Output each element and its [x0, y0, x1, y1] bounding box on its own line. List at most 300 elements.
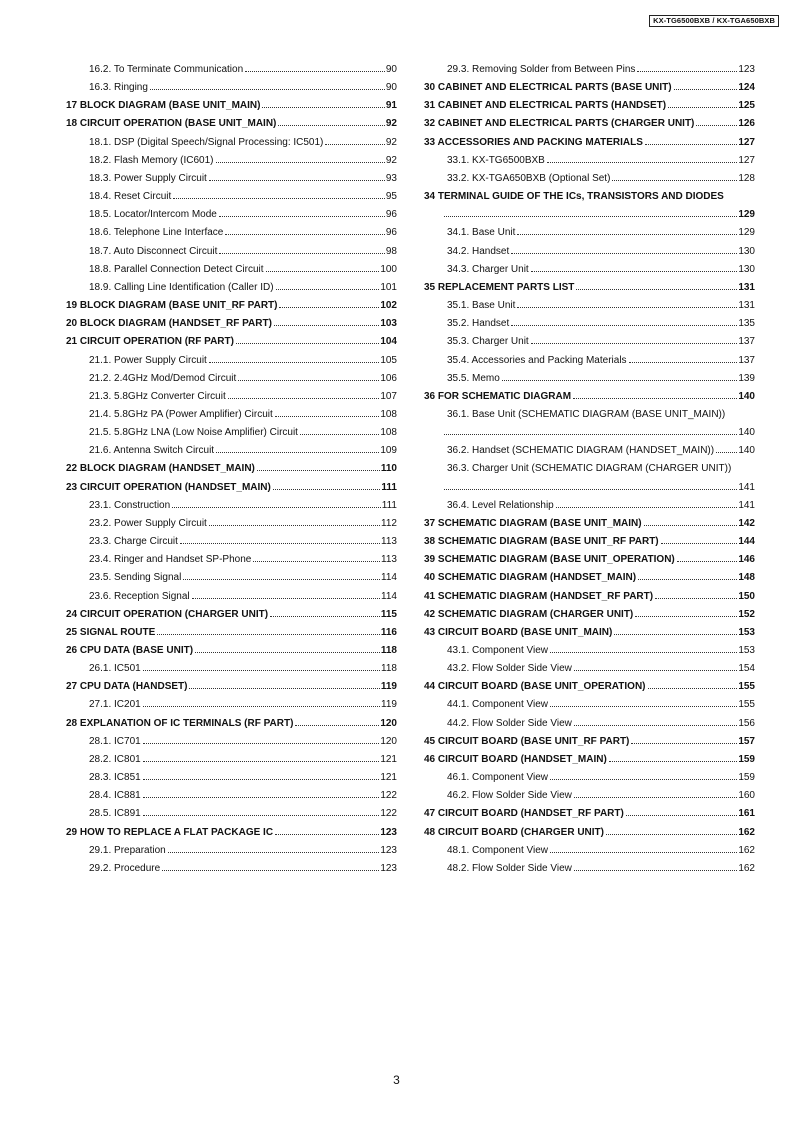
- dot-leader: [668, 107, 737, 108]
- toc-entry-title: 37 SCHEMATIC DIAGRAM (BASE UNIT_MAIN): [424, 517, 642, 529]
- toc-entry-title: 48.2. Flow Solder Side View: [447, 862, 572, 874]
- toc-entry-title: 38 SCHEMATIC DIAGRAM (BASE UNIT_RF PART): [424, 536, 659, 548]
- toc-entry-title: 43.2. Flow Solder Side View: [447, 663, 572, 675]
- dot-leader: [517, 307, 737, 308]
- toc-entry-title: 23 CIRCUIT OPERATION (HANDSET_MAIN): [66, 481, 271, 493]
- toc-entry-page: 110: [380, 463, 397, 475]
- toc-entry-page: 124: [738, 82, 755, 94]
- dot-leader: [219, 253, 384, 254]
- toc-entry[interactable]: [66, 460, 397, 478]
- toc-entry-title: 35.3. Charger Unit: [447, 336, 529, 348]
- toc-entry-title: 35.2. Handset: [447, 318, 510, 330]
- toc-entry-title: 48.1. Component View: [447, 844, 548, 856]
- toc-entry-title: 34.1. Base Unit: [447, 227, 516, 239]
- toc-entry[interactable]: [424, 751, 755, 769]
- dot-leader: [143, 815, 380, 816]
- dot-leader: [270, 616, 380, 617]
- model-header-label: KX-TG6500BXB / KX-TGA650BXB: [649, 15, 779, 27]
- dot-leader: [236, 343, 379, 344]
- toc-entry-title: 44 CIRCUIT BOARD (BASE UNIT_OPERATION): [424, 681, 646, 693]
- toc-entry-page: 109: [380, 445, 397, 457]
- toc-entry-page: 105: [380, 354, 397, 366]
- toc-entry-page: 111: [381, 499, 397, 511]
- toc-entry-title: 36.2. Handset (SCHEMATIC DIAGRAM (HANDSET_MAIN)): [447, 445, 715, 457]
- dot-leader: [173, 198, 385, 199]
- toc-entry[interactable]: [424, 824, 755, 842]
- toc-entry-page: 119: [381, 699, 397, 711]
- toc-entry-title: 45 CIRCUIT BOARD (BASE UNIT_RF PART): [424, 735, 630, 747]
- toc-entry-title: 21 CIRCUIT OPERATION (RF PART): [66, 336, 234, 348]
- toc-entry[interactable]: [424, 588, 755, 606]
- dot-leader: [276, 289, 380, 290]
- toc-entry[interactable]: [66, 606, 397, 624]
- toc-entry-title: 21.3. 5.8GHz Converter Circuit: [89, 390, 226, 402]
- toc-entry-page: 116: [380, 626, 397, 638]
- toc-entry-title: 29 HOW TO REPLACE A FLAT PACKAGE IC: [66, 826, 274, 838]
- toc-entry-title: 28.2. IC801: [89, 753, 141, 765]
- toc-entry[interactable]: [424, 569, 755, 587]
- toc-entry[interactable]: [424, 206, 755, 224]
- toc-left-column: [66, 61, 397, 878]
- toc-entry-title: 18.9. Calling Line Identification (Caller ID): [89, 281, 274, 293]
- toc-entry-title: 31 CABINET AND ELECTRICAL PARTS (HANDSET): [424, 100, 667, 112]
- toc-entry-page: 131: [738, 300, 755, 312]
- toc-entry-page: 121: [380, 753, 397, 765]
- toc-entry[interactable]: [424, 515, 755, 533]
- dot-leader: [253, 561, 380, 562]
- toc-entry[interactable]: [424, 61, 755, 79]
- toc-entry-title: 24 CIRCUIT OPERATION (CHARGER UNIT): [66, 608, 269, 620]
- toc-entry-page: 100: [380, 263, 397, 275]
- dot-leader: [273, 489, 381, 490]
- dot-leader: [629, 362, 738, 363]
- toc-entry-page: 146: [738, 554, 755, 566]
- toc-entry-title: 18.6. Telephone Line Interface: [89, 227, 224, 239]
- toc-entry-title: 18.4. Reset Circuit: [89, 191, 172, 203]
- toc-entry[interactable]: [66, 79, 397, 97]
- toc-entry[interactable]: [66, 315, 397, 333]
- toc-entry-page: 111: [381, 481, 397, 493]
- toc-entry[interactable]: [66, 170, 397, 188]
- toc-entry-page: 123: [380, 844, 397, 856]
- toc-entry-title: 34.2. Handset: [447, 245, 510, 257]
- dot-leader: [626, 815, 737, 816]
- toc-entry[interactable]: [424, 261, 755, 279]
- toc-entry-title: 21.2. 2.4GHz Mod/Demod Circuit: [89, 372, 237, 384]
- toc-entry-page: 96: [385, 209, 397, 221]
- toc-entry-page: 161: [738, 808, 755, 820]
- dot-leader: [655, 598, 737, 599]
- toc-entry[interactable]: [66, 497, 397, 515]
- toc-entry-title: 35 REPLACEMENT PARTS LIST: [424, 281, 575, 293]
- toc-entry-page: 159: [738, 772, 755, 784]
- dot-leader: [183, 579, 380, 580]
- toc-entry-page: 157: [738, 735, 755, 747]
- toc-entry[interactable]: [66, 206, 397, 224]
- toc-entry-title: 23.2. Power Supply Circuit: [89, 517, 207, 529]
- toc-entry-title: 18.8. Parallel Connection Detect Circuit: [89, 263, 264, 275]
- toc-entry[interactable]: [424, 333, 755, 351]
- toc-entry-title: 46.1. Component View: [447, 772, 548, 784]
- dot-leader: [225, 234, 385, 235]
- dot-leader: [511, 253, 737, 254]
- dot-leader: [209, 525, 380, 526]
- toc-entry-title: 43 CIRCUIT BOARD (BASE UNIT_MAIN): [424, 626, 613, 638]
- dot-leader: [612, 180, 737, 181]
- toc-entry[interactable]: [424, 660, 755, 678]
- toc-entry-page: 90: [385, 64, 397, 75]
- toc-entry[interactable]: [66, 261, 397, 279]
- toc-entry[interactable]: [424, 224, 755, 242]
- dot-leader: [189, 688, 379, 689]
- toc-entry-title: 33.2. KX-TGA650BXB (Optional Set): [447, 172, 611, 184]
- dot-leader: [677, 561, 738, 562]
- toc-entry[interactable]: [424, 769, 755, 787]
- dot-leader: [238, 380, 379, 381]
- toc-entry[interactable]: [424, 352, 755, 370]
- dot-leader: [143, 670, 380, 671]
- toc-entry-title: 28.4. IC881: [89, 790, 141, 802]
- toc-entry-page: 92: [385, 136, 397, 148]
- toc-entry-page: 160: [738, 790, 755, 802]
- dot-leader: [180, 543, 380, 544]
- toc-entry-page: 131: [738, 281, 755, 293]
- toc-entry-title: 39 SCHEMATIC DIAGRAM (BASE UNIT_OPERATION): [424, 554, 675, 566]
- dot-leader: [644, 525, 738, 526]
- toc-entry[interactable]: [66, 860, 397, 878]
- toc-entry-title: 46 CIRCUIT BOARD (HANDSET_MAIN): [424, 753, 607, 765]
- toc-entry[interactable]: [66, 97, 397, 115]
- toc-entry-page: 153: [738, 645, 755, 656]
- dot-leader: [645, 144, 737, 145]
- dot-leader: [295, 725, 379, 726]
- dot-leader: [143, 706, 380, 707]
- toc-entry[interactable]: [424, 787, 755, 805]
- toc-entry-page: 127: [738, 136, 755, 148]
- toc-entry-page: 108: [380, 408, 397, 420]
- toc-entry[interactable]: [66, 678, 397, 696]
- dot-leader: [143, 797, 380, 798]
- toc-entry-page: 137: [738, 336, 755, 348]
- dot-leader: [576, 289, 737, 290]
- toc-entry[interactable]: [66, 733, 397, 751]
- dot-leader: [531, 271, 738, 272]
- toc-entry-title: 35.4. Accessories and Packing Materials: [447, 354, 627, 366]
- toc-entry-title: 25 SIGNAL ROUTE: [66, 626, 156, 638]
- dot-leader: [574, 870, 737, 871]
- toc-entry-page: 104: [380, 336, 397, 348]
- toc-entry-page: 154: [738, 663, 755, 675]
- toc-entry-title: 18.5. Locator/Intercom Mode: [89, 209, 217, 221]
- toc-entry[interactable]: [66, 569, 397, 587]
- toc-entry-page: 142: [738, 517, 755, 529]
- toc-entry-page: 156: [738, 717, 755, 729]
- toc-entry-page: 114: [381, 590, 397, 602]
- toc-entry[interactable]: [424, 97, 755, 115]
- toc-entry-page: 118: [381, 663, 397, 675]
- dot-leader: [168, 852, 380, 853]
- toc-entry[interactable]: [424, 297, 755, 315]
- toc-entry-title: 30 CABINET AND ELECTRICAL PARTS (BASE UNIT): [424, 82, 672, 94]
- toc-entry[interactable]: [66, 224, 397, 242]
- dot-leader: [228, 398, 380, 399]
- toc-entry-title: 27 CPU DATA (HANDSET): [66, 681, 188, 693]
- dot-leader: [574, 725, 737, 726]
- toc-entry-title: 33 ACCESSORIES AND PACKING MATERIALS: [424, 136, 643, 148]
- toc-entry[interactable]: [66, 515, 397, 533]
- dot-leader: [157, 634, 380, 635]
- dot-leader: [511, 325, 737, 326]
- toc-entry[interactable]: [424, 406, 755, 424]
- toc-entry-title: 48 CIRCUIT BOARD (CHARGER UNIT): [424, 826, 604, 838]
- toc-entry[interactable]: [66, 660, 397, 678]
- toc-entry-page: 114: [381, 572, 397, 584]
- toc-entry[interactable]: [66, 642, 397, 660]
- toc-entry[interactable]: [66, 787, 397, 805]
- toc-entry-page: 159: [738, 753, 755, 765]
- toc-entry-title: 43.1. Component View: [447, 645, 548, 656]
- toc-entry[interactable]: [66, 243, 397, 261]
- toc-entry-page: 112: [381, 517, 397, 529]
- toc-entry-title: 42 SCHEMATIC DIAGRAM (CHARGER UNIT): [424, 608, 634, 620]
- toc-entry-title: 28 EXPLANATION OF IC TERMINALS (RF PART): [66, 717, 294, 729]
- toc-entry[interactable]: [66, 624, 397, 642]
- toc-entry-page: 125: [738, 100, 755, 112]
- dot-leader: [638, 579, 737, 580]
- toc-entry-title: 18.3. Power Supply Circuit: [89, 172, 207, 184]
- toc-entry-title: 36 FOR SCHEMATIC DIAGRAM: [424, 390, 572, 402]
- dot-leader: [648, 688, 738, 689]
- toc-entry[interactable]: [424, 243, 755, 261]
- toc-entry[interactable]: [66, 61, 397, 79]
- toc-entry-title: 16.2. To Terminate Communication: [89, 64, 244, 75]
- toc-entry-page: 106: [380, 372, 397, 384]
- toc-entry-page: 93: [385, 172, 397, 184]
- dot-leader: [300, 434, 379, 435]
- toc-entry-title: 29.2. Procedure: [89, 862, 161, 874]
- dot-leader: [637, 71, 737, 72]
- toc-entry-page: 137: [738, 354, 755, 366]
- toc-entry-page: 108: [380, 427, 397, 439]
- toc-entry-page: 141: [738, 481, 755, 493]
- toc-entry-page: 107: [380, 390, 397, 402]
- toc-entry-title: 19 BLOCK DIAGRAM (BASE UNIT_RF PART): [66, 300, 278, 312]
- toc-entry-title: 29.3. Removing Solder from Between Pins: [447, 64, 636, 75]
- toc-entry-page: 120: [380, 717, 397, 729]
- dot-leader: [550, 852, 737, 853]
- dot-leader: [574, 797, 737, 798]
- dot-leader: [550, 652, 737, 653]
- toc-entry[interactable]: [424, 115, 755, 133]
- toc-entry-page: 92: [385, 154, 397, 166]
- toc-entry[interactable]: [66, 442, 397, 460]
- toc-entry[interactable]: [66, 134, 397, 152]
- toc-entry-title: 29.1. Preparation: [89, 844, 166, 856]
- toc-entry-title: 21.1. Power Supply Circuit: [89, 354, 207, 366]
- toc-entry[interactable]: [424, 424, 755, 442]
- toc-entry[interactable]: [66, 406, 397, 424]
- toc-entry[interactable]: [424, 678, 755, 696]
- toc-entry-title: 47 CIRCUIT BOARD (HANDSET_RF PART): [424, 808, 624, 820]
- toc-entry-title: 21.4. 5.8GHz PA (Power Amplifier) Circuit: [89, 408, 273, 420]
- toc-entry-title: 28.3. IC851: [89, 772, 141, 784]
- toc-entry-title: 41 SCHEMATIC DIAGRAM (HANDSET_RF PART): [424, 590, 654, 602]
- toc-entry-page: 153: [738, 626, 755, 638]
- dot-leader: [172, 507, 381, 508]
- dot-leader: [262, 107, 384, 108]
- toc-entry[interactable]: [424, 188, 755, 206]
- toc-entry-title: 33.1. KX-TG6500BXB: [447, 154, 545, 166]
- dot-leader: [209, 180, 385, 181]
- toc-entry-page: 150: [738, 590, 755, 602]
- toc-entry-title: 27.1. IC201: [89, 699, 141, 711]
- toc-entry[interactable]: [424, 152, 755, 170]
- toc-entry[interactable]: [66, 388, 397, 406]
- toc-entry-title: 35.1. Base Unit: [447, 300, 516, 312]
- toc-right-column: [424, 61, 755, 878]
- dot-leader: [275, 834, 379, 835]
- toc-entry[interactable]: [66, 479, 397, 497]
- dot-leader: [550, 706, 737, 707]
- toc-entry-page: 127: [738, 154, 755, 166]
- toc-entry[interactable]: [66, 152, 397, 170]
- toc-entry-title: 34 TERMINAL GUIDE OF THE ICs, TRANSISTORS AND DIODES: [424, 191, 724, 203]
- dot-leader: [614, 634, 737, 635]
- toc-entry-page: 162: [738, 826, 755, 838]
- toc-entry[interactable]: [424, 860, 755, 878]
- toc-entry[interactable]: [424, 442, 755, 460]
- toc-entry[interactable]: [66, 551, 397, 569]
- toc-entry-page: 95: [385, 191, 397, 203]
- toc-entry[interactable]: [424, 134, 755, 152]
- toc-entry-title: 20 BLOCK DIAGRAM (HANDSET_RF PART): [66, 318, 272, 330]
- toc-entry[interactable]: [66, 588, 397, 606]
- toc-entry[interactable]: [424, 551, 755, 569]
- toc-entry[interactable]: [66, 533, 397, 551]
- toc-entry[interactable]: [66, 188, 397, 206]
- toc-entry[interactable]: [424, 370, 755, 388]
- toc-entry-page: 115: [380, 608, 397, 620]
- toc-entry-title: 35.5. Memo: [447, 372, 500, 384]
- toc-entry[interactable]: [424, 279, 755, 297]
- dot-leader: [547, 162, 737, 163]
- toc-entry[interactable]: [424, 479, 755, 497]
- dot-leader: [444, 434, 737, 435]
- dot-leader: [696, 125, 737, 126]
- toc-entry[interactable]: [66, 824, 397, 842]
- toc-entry[interactable]: [424, 696, 755, 714]
- toc-entry[interactable]: [424, 533, 755, 551]
- toc-entry[interactable]: [66, 751, 397, 769]
- dot-leader: [279, 307, 379, 308]
- toc-entry-title: 18 CIRCUIT OPERATION (BASE UNIT_MAIN): [66, 118, 277, 130]
- toc-entry[interactable]: [424, 624, 755, 642]
- toc-entry[interactable]: [66, 842, 397, 860]
- dot-leader: [609, 761, 738, 762]
- toc-entry-page: 92: [385, 118, 397, 130]
- toc-entry-page: 162: [738, 844, 755, 856]
- toc-entry-title: 46.2. Flow Solder Side View: [447, 790, 572, 802]
- toc-entry[interactable]: [424, 315, 755, 333]
- dot-leader: [257, 470, 380, 471]
- toc-entry[interactable]: [66, 297, 397, 315]
- toc-entry[interactable]: [66, 769, 397, 787]
- toc-entry[interactable]: [66, 279, 397, 297]
- toc-entry[interactable]: [424, 715, 755, 733]
- dot-leader: [531, 343, 738, 344]
- toc-entry[interactable]: [66, 333, 397, 351]
- toc-entry-page: 96: [385, 227, 397, 239]
- toc-entry-title: 44.2. Flow Solder Side View: [447, 717, 572, 729]
- toc-entry-title: 36.1. Base Unit (SCHEMATIC DIAGRAM (BASE UNIT_MAIN)): [447, 408, 726, 420]
- toc-entry[interactable]: [424, 497, 755, 515]
- toc-entry[interactable]: [66, 696, 397, 714]
- toc-entry-page: 135: [738, 318, 755, 330]
- dot-leader: [631, 743, 737, 744]
- dot-leader: [275, 416, 380, 417]
- toc-entry-title: 18.7. Auto Disconnect Circuit: [89, 245, 218, 257]
- dot-leader: [143, 761, 380, 762]
- toc-entry-title: 23.5. Sending Signal: [89, 572, 182, 584]
- toc-entry-title: 23.3. Charge Circuit: [89, 536, 178, 548]
- toc-entry-page: 91: [385, 100, 397, 112]
- dot-leader: [143, 743, 380, 744]
- dot-leader: [502, 380, 738, 381]
- toc-entry[interactable]: [66, 805, 397, 823]
- dot-leader: [266, 271, 380, 272]
- toc-entry[interactable]: [424, 842, 755, 860]
- toc-entry-page: 122: [380, 808, 397, 820]
- toc-entry-page: 121: [380, 772, 397, 784]
- toc-entry-title: 18.1. DSP (Digital Speech/Signal Processing: IC501): [89, 136, 324, 148]
- dot-leader: [550, 779, 737, 780]
- toc-entry-title: 32 CABINET AND ELECTRICAL PARTS (CHARGER UNIT): [424, 118, 695, 130]
- dot-leader: [192, 598, 380, 599]
- toc-entry[interactable]: [66, 352, 397, 370]
- toc-entry-page: 139: [738, 372, 755, 384]
- toc-entry[interactable]: [66, 115, 397, 133]
- toc-entry-page: 119: [380, 681, 397, 693]
- toc-entry-title: 23.6. Reception Signal: [89, 590, 190, 602]
- toc-entry-page: 140: [738, 445, 755, 457]
- toc-entry-page: 126: [738, 118, 755, 130]
- dot-leader: [143, 779, 380, 780]
- dot-leader: [216, 452, 379, 453]
- toc-entry-title: 36.3. Charger Unit (SCHEMATIC DIAGRAM (CHARGER UNIT)): [447, 463, 732, 475]
- toc-entry[interactable]: [424, 460, 755, 478]
- toc-entry-page: 98: [385, 245, 397, 257]
- toc-entry[interactable]: [424, 79, 755, 97]
- toc-entry[interactable]: [66, 715, 397, 733]
- toc-entry[interactable]: [424, 733, 755, 751]
- toc-entry-page: 123: [380, 826, 397, 838]
- toc-entry[interactable]: [424, 170, 755, 188]
- toc-entry[interactable]: [66, 424, 397, 442]
- toc-entry-page: 103: [380, 318, 397, 330]
- toc-entry-page: 101: [380, 281, 397, 293]
- toc-entry[interactable]: [424, 388, 755, 406]
- toc-entry-title: 36.4. Level Relationship: [447, 499, 554, 511]
- toc-entry-page: 130: [738, 245, 755, 257]
- toc-entry[interactable]: [424, 606, 755, 624]
- toc-entry-page: 141: [738, 499, 755, 511]
- toc-entry[interactable]: [424, 805, 755, 823]
- toc-entry[interactable]: [66, 370, 397, 388]
- toc-entry-page: 155: [738, 681, 755, 693]
- toc-entry[interactable]: [424, 642, 755, 660]
- toc-entry-page: 129: [738, 227, 755, 239]
- dot-leader: [716, 452, 737, 453]
